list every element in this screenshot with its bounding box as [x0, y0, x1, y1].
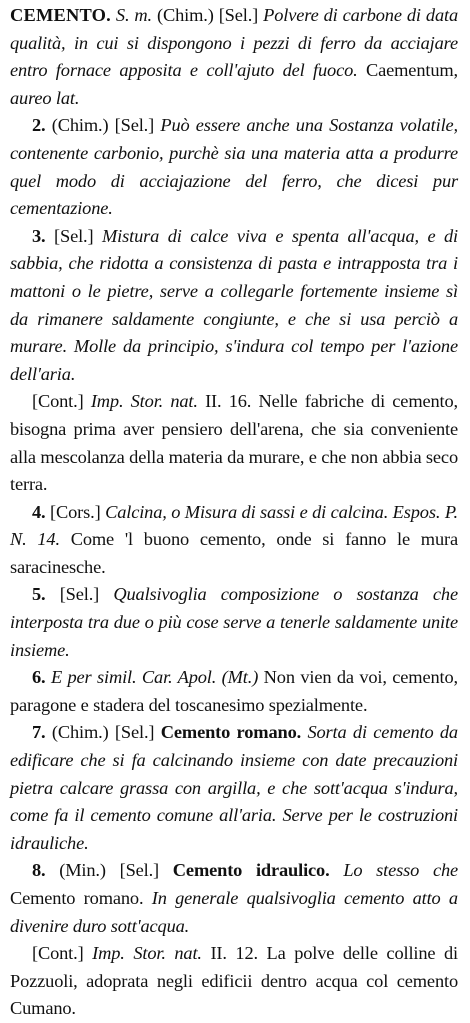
citation-label: [Cont.] [32, 391, 84, 412]
sense-number: 2. [32, 115, 46, 136]
domain-labels: [Cors.] [50, 501, 101, 522]
definition: Sorta di cemento da edificare che si fa calcinando insieme con date precauzioni pietra calcare grassa con argilla, e che sott'acqua s'indura, come fa il cemento comune all'aria. Serve per le costruzioni idrauliche. [10, 722, 458, 853]
sense-4 [10, 499, 458, 582]
citation-text: La polve delle colline di Pozzuoli, adoprata negli edificii dentro acqua col cemento Cumano. [10, 943, 459, 1019]
sense-number: 5. [32, 584, 46, 605]
latin-equivalent: Caementum, [366, 60, 458, 81]
domain-labels: (Chim.) [Sel.] [51, 722, 155, 743]
sense-number: 6. [32, 667, 46, 688]
citation-text: Non vien da voi, cemento, paragone e stadera del toscanesimo spezialmente. [10, 667, 458, 715]
definition: Qualsivoglia composizione o sostanza che interposta tra due o più cose serve a tenerle saldamente unite insieme. [10, 584, 458, 660]
citation-label: [Cont.] [32, 943, 84, 964]
definition: Mistura di calce viva e spenta all'acqua, e di sabbia, che ridotta a consistenza di pasta e intrapposta tra i mattoni o le pietre, serve a collegarle fortemente insieme sì da rimanere saldamente congiunte, e che si usa perciò a murare. Molle da principio, s'indura col tempo per l'azione dell'aria. [10, 225, 459, 384]
definition: E per simil. [50, 667, 137, 688]
definition: Calcina, o Misura di sassi e di calcina. [105, 501, 389, 522]
subterm: Cemento romano. [160, 722, 302, 743]
sense-number: 3. [32, 225, 46, 246]
definition: Polvere di carbone di data qualità, in cui si dispongono i pezzi di ferro da acciajare entro fornace apposita e coll'ajuto del fuoco. [10, 5, 458, 81]
citation-ref: II. 16. [205, 391, 252, 412]
latin-note: aureo lat. [10, 87, 80, 108]
citation-text: Nelle fabriche di cemento, bisogna prima aver pensiero dell'arena, che sia conveniente alla mescolanza della materia da murare, e che non abbia seco terra. [10, 391, 458, 495]
definition: Lo stesso che [343, 860, 459, 881]
headword: CEMENTO. [10, 5, 111, 25]
sense-number: 8. [32, 860, 46, 881]
citation-source: Imp. Stor. nat. [90, 391, 198, 412]
citation-source: Espos. P. N. 14. [10, 501, 458, 550]
grammar-label: S. m. [115, 5, 152, 25]
citation-ref: II. 12. [210, 943, 258, 964]
sense-number: 7. [32, 722, 46, 743]
citation-source: Imp. Stor. nat. [92, 943, 202, 964]
definition-continued: In generale qualsivoglia cemento atto a divenire duro sott'acqua. [10, 888, 458, 936]
sense-8 [10, 857, 458, 940]
sense-8-citation [10, 940, 458, 1023]
subterm: Cemento idraulico. [172, 860, 330, 881]
sense-number: 4. [32, 501, 46, 522]
sense-2 [10, 112, 458, 222]
domain-labels: [Sel.] [54, 225, 94, 246]
domain-labels: (Chim.) [Sel.] [157, 5, 259, 25]
citation-text: Come 'l buono cemento, onde si fanno le mura saracinesche. [10, 529, 458, 577]
sense-7 [10, 719, 458, 857]
definition: Può essere anche una Sostanza volatile, contenente carbonio, purchè sia una materia atta a produrre quel modo di acciajazione del ferro, che dicesi pur cementazione. [10, 115, 459, 219]
cross-reference: Cemento romano. [10, 888, 144, 908]
sense-6 [10, 664, 458, 719]
sense-3 [10, 223, 458, 389]
citation-source-note: (Mt.) [221, 667, 259, 688]
sense-1 [10, 2, 458, 112]
domain-labels: (Min.) [Sel.] [59, 860, 160, 881]
sense-3-citation [10, 388, 458, 498]
domain-labels: (Chim.) [Sel.] [51, 115, 155, 136]
domain-labels: [Sel.] [59, 584, 100, 605]
sense-5 [10, 581, 458, 664]
citation-source: Car. Apol. [141, 667, 217, 688]
